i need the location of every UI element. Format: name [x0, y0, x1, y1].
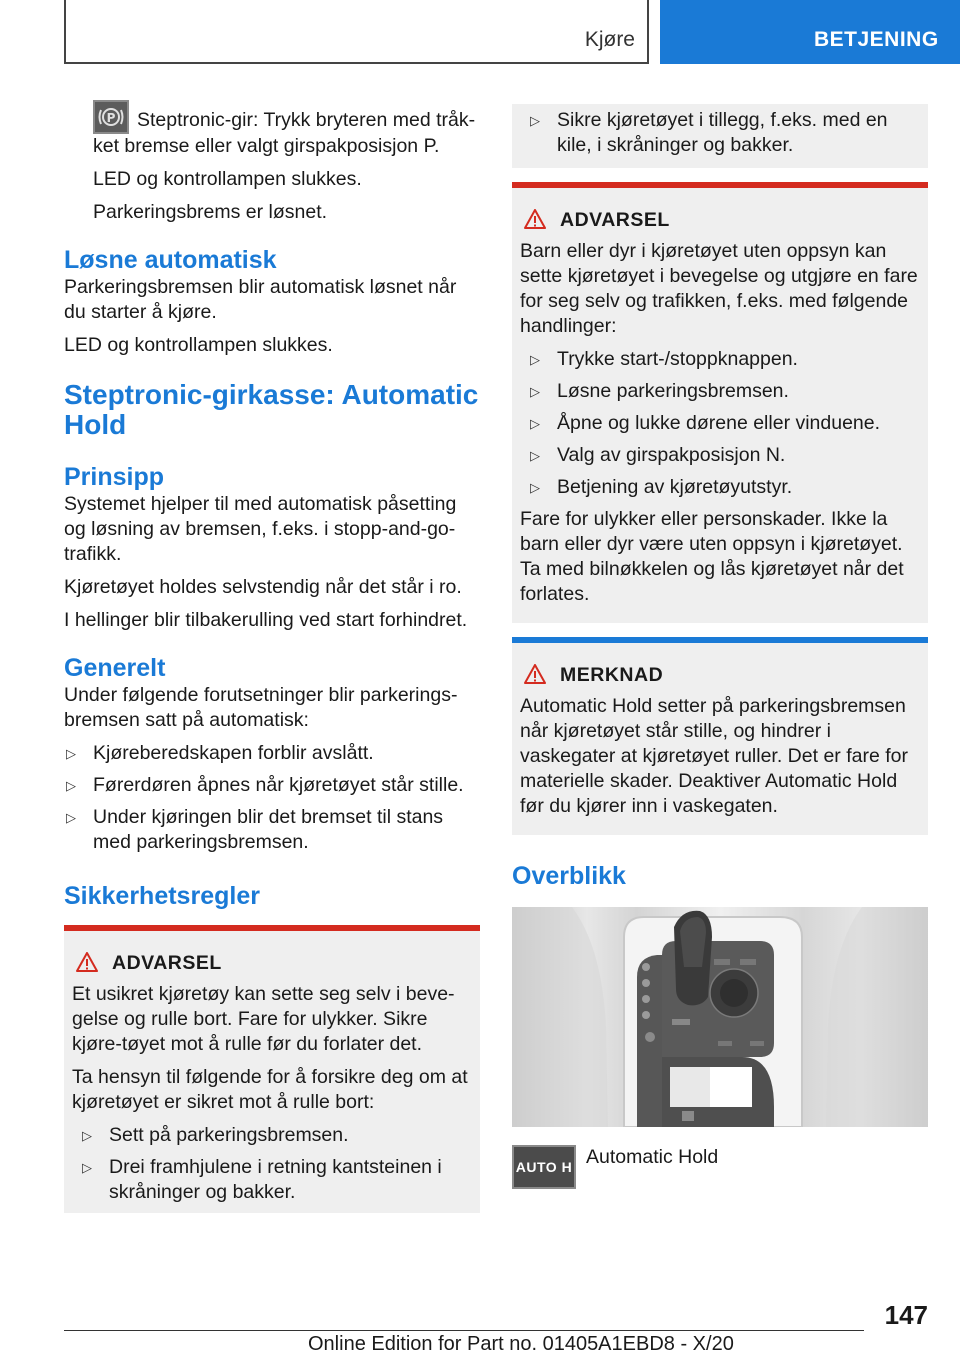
list-item: ▷ Åpne og lukke dørene eller vinduene. [530, 412, 881, 434]
release-auto-text-2: LED og kontrollampen slukkes. [64, 334, 333, 356]
list-item: ▷ Kjøreberedskapen forblir avslått. [66, 742, 374, 764]
intro-text-1 [93, 100, 480, 159]
note-title: MERKNAD [520, 663, 920, 688]
safety-list [72, 1123, 472, 1205]
intro-text-1-content: Steptronic-gir: Trykk bryteren med tråk-ket bremse eller valgt girspakposisjon P. [93, 109, 476, 157]
safety-warning-box [64, 925, 480, 1213]
list-item: ▷ Betjening av kjøretøyutstyr. [530, 476, 793, 498]
triangle-bullet-icon: ▷ [530, 448, 540, 463]
safety-text-2: Ta hensyn til følgende for å forsikre deg om at kjøretøyet er sikret mot å rulle bort: [72, 1066, 468, 1113]
triangle-bullet-icon: ▷ [530, 113, 540, 128]
footer-divider [64, 1330, 864, 1331]
children-warning-text-1: Barn eller dyr i kjøretøyet uten oppsyn kan sette kjøretøyet i bevegelse og utgjøre en fare for seg selv og trafikken, f.eks. med følgende handlinger: [520, 240, 918, 337]
children-warning-list [520, 347, 920, 500]
intro-block [64, 100, 480, 225]
list-item: ▷ Sett på parkeringsbremsen. [82, 1124, 349, 1146]
principle-text-2: Kjøretøyet holdes selvstendig når det står i ro. [64, 576, 462, 598]
page-number: 147 [884, 1300, 928, 1330]
parking-brake-icon [93, 100, 129, 134]
list-item: ▷ Løsne parkeringsbremsen. [530, 380, 789, 402]
children-warning-box [512, 182, 928, 623]
header-section: BETJENING [814, 28, 939, 51]
intro-text-2: LED og kontrollampen slukkes. [93, 168, 362, 190]
general-heading: Generelt [64, 654, 166, 682]
overview-heading: Overblikk [512, 862, 626, 890]
auto-hold-caption: Automatic Hold [586, 1146, 719, 1168]
header-chapter: Kjøre [584, 28, 635, 51]
right-column [512, 104, 928, 1189]
note-text-1: Automatic Hold setter på parkeringsbremsen når kjøretøyet står stille, og hindrer i vaskegater at kjøretøyet ruller. Det er fare for materielle skader. Deaktiver Automatic Hold før du kjører inn i vaskegaten. [520, 695, 908, 817]
safety-text-1: Et usikret kjøretøy kan sette seg selv i beve-gelse og rulle bort. Fare for ulykker. Sikre kjøre-tøyet mot å rulle før du forlater det. [72, 983, 455, 1055]
children-warning-title: ADVARSEL [520, 208, 920, 233]
principle-text-1: Systemet hjelper til med automatisk påsetting og løsning av bremsen, f.eks. i stopp-and-go-trafikk. [64, 493, 457, 565]
triangle-bullet-icon: ▷ [530, 352, 540, 367]
triangle-bullet-icon: ▷ [82, 1128, 92, 1143]
principle-heading: Prinsipp [64, 463, 165, 491]
continued-box [512, 104, 928, 168]
triangle-bullet-icon: ▷ [66, 778, 76, 793]
safety-warning-title: ADVARSEL [72, 951, 472, 976]
gear-console-photo [512, 907, 928, 1127]
list-item: ▷ Førerdøren åpnes når kjøretøyet står stille. [66, 774, 464, 796]
continued-list [520, 108, 920, 158]
release-auto-heading: Løsne automatisk [64, 246, 277, 274]
triangle-bullet-icon: ▷ [66, 810, 76, 825]
safety-heading: Sikkerhetsregler [64, 882, 260, 910]
warning-triangle-icon [524, 664, 546, 684]
auto-hold-icon-row [512, 1145, 928, 1189]
general-text-1: Under følgende forutsetninger blir parkerings-bremsen satt på automatisk: [64, 684, 458, 731]
list-item: ▷ Sikre kjøretøyet i tillegg, f.eks. med en kile, i skråninger og bakker. [530, 109, 888, 156]
triangle-bullet-icon: ▷ [530, 480, 540, 495]
header-chapter-box [64, 0, 649, 64]
warning-triangle-icon [524, 209, 546, 229]
warning-triangle-icon [76, 952, 98, 972]
list-item: ▷ Drei framhjulene i retning kantsteinen i skråninger og bakker. [82, 1156, 442, 1203]
triangle-bullet-icon: ▷ [530, 384, 540, 399]
triangle-bullet-icon: ▷ [82, 1160, 92, 1175]
list-item: ▷ Under kjøringen blir det bremset til stans med parkeringsbremsen. [66, 806, 444, 853]
triangle-bullet-icon: ▷ [66, 746, 76, 761]
auto-hold-icon: AUTO H [512, 1145, 576, 1189]
header-section-tab [660, 0, 960, 64]
main-heading: Steptronic-girkasse: Automatic Hold [64, 379, 479, 440]
triangle-bullet-icon: ▷ [530, 416, 540, 431]
note-box [512, 637, 928, 835]
list-item: ▷ Valg av girspakposisjon N. [530, 444, 786, 466]
footer-edition: Online Edition for Part no. 01405A1EBD8 - X/20 [308, 1333, 734, 1355]
list-item: ▷ Trykke start-/stoppknappen. [530, 348, 798, 370]
children-warning-text-2: Fare for ulykker eller personskader. Ikke la barn eller dyr være uten oppsyn i kjøretøyet. Ta med bilnøkkelen og lås kjøretøyet når det forlates. [520, 508, 904, 605]
principle-text-3: I hellinger blir tilbakerulling ved start forhindret. [64, 609, 468, 631]
gear-console-illustration [512, 907, 928, 1127]
svg-text:P: P [106, 111, 116, 125]
intro-text-3: Parkeringsbrems er løsnet. [93, 201, 328, 223]
release-auto-text-1: Parkeringsbremsen blir automatisk løsnet når du starter å kjøre. [64, 276, 457, 323]
general-list [64, 741, 480, 855]
left-column [64, 100, 480, 1213]
